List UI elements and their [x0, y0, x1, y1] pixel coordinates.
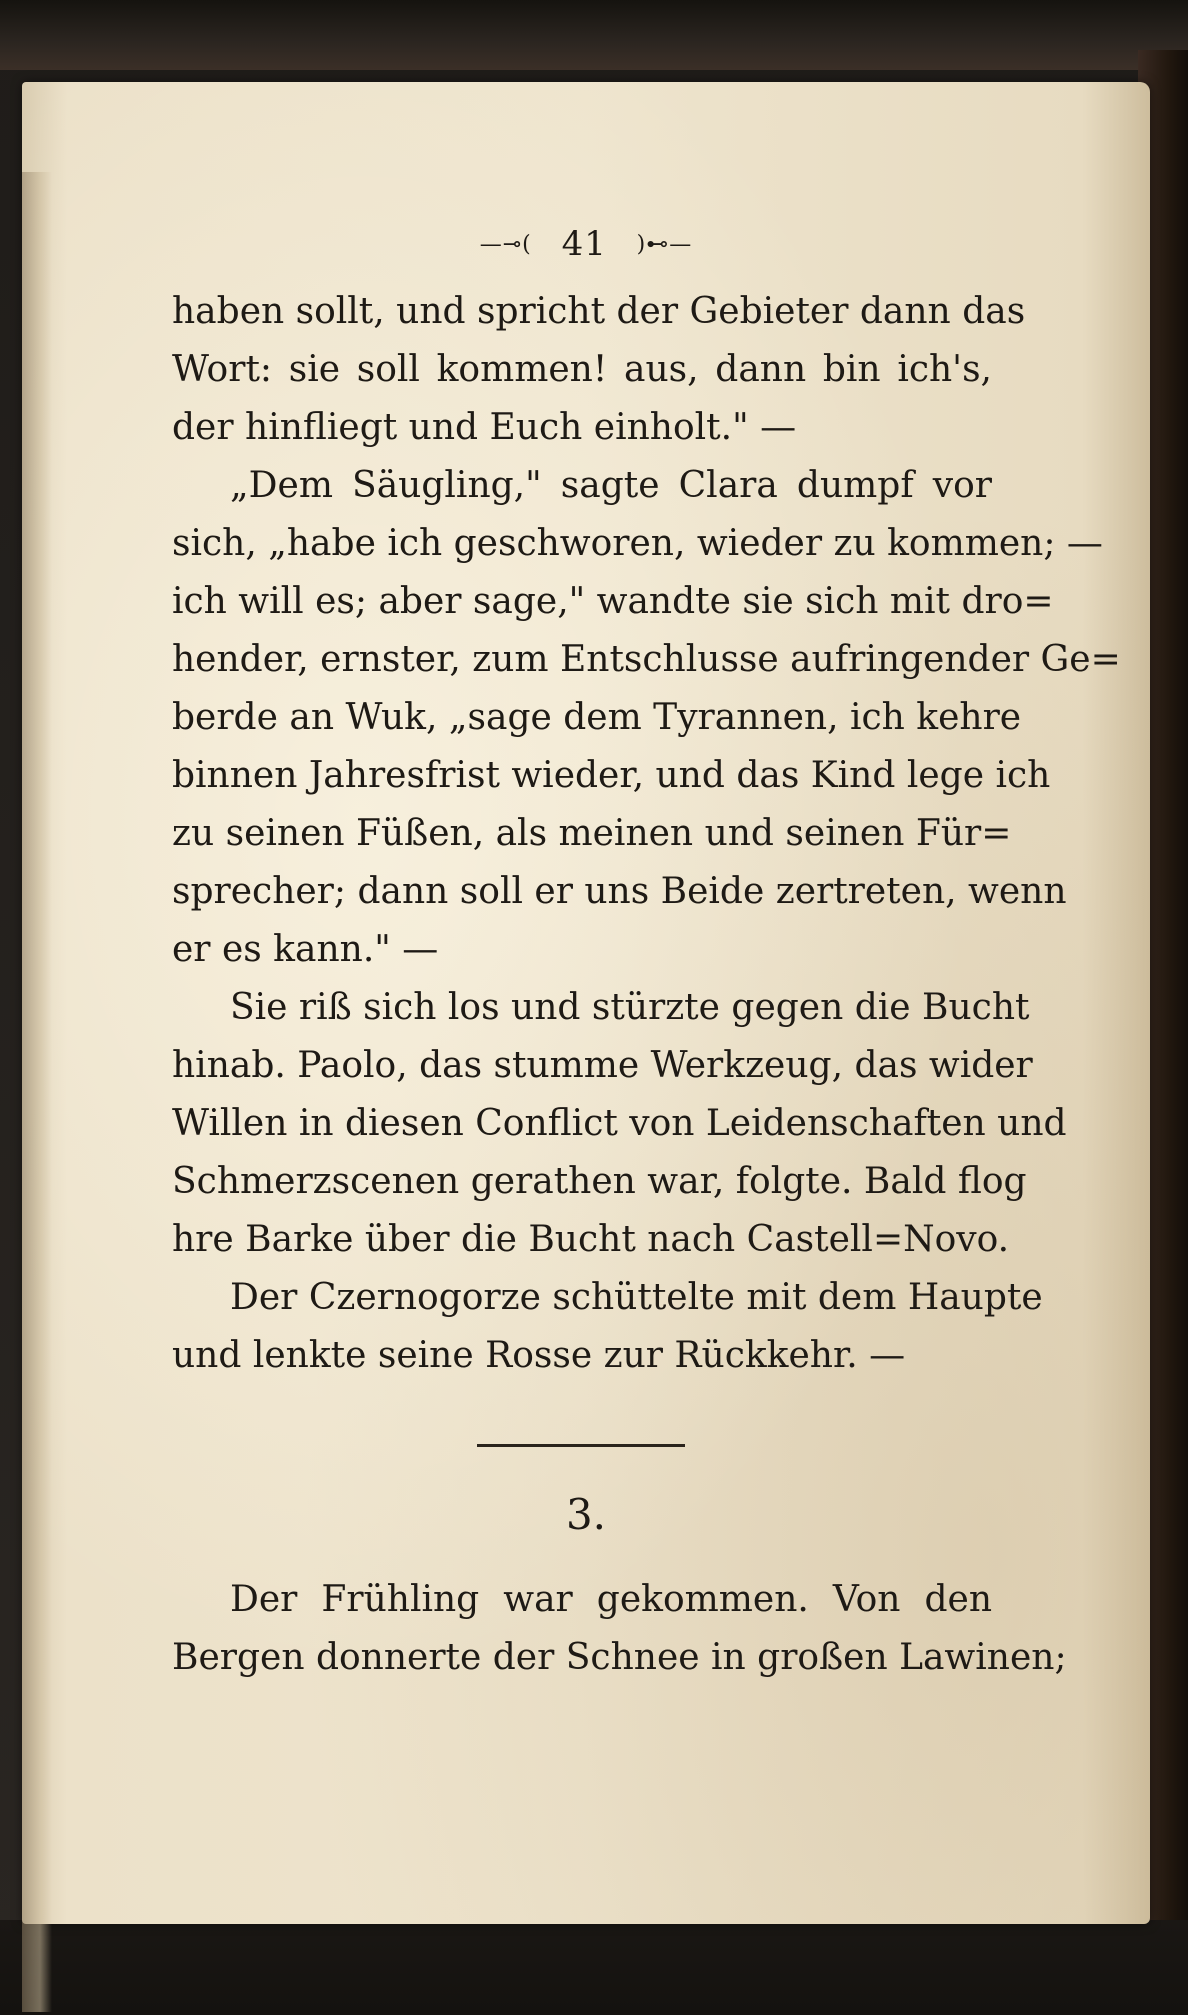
- text-line: und lenkte seine Rosse zur Rückkehr. —: [172, 1335, 906, 1376]
- chapter-number: 3.: [565, 1490, 607, 1539]
- text-line: haben sollt, und spricht der Gebieter dann das: [172, 291, 1026, 332]
- text-line: sprecher; dann soll er uns Beide zertreten, wenn: [172, 871, 1067, 912]
- page-paper: [22, 82, 1150, 1924]
- text-line: berde an Wuk, „sage dem Tyrannen, ich kehre: [172, 697, 1022, 738]
- text-line: Willen in diesen Conflict von Leidenschaften und: [172, 1103, 1067, 1144]
- text-line: hender, ernster, zum Entschlusse aufringender Ge=: [172, 639, 1121, 680]
- text-line: sich, „habe ich geschworen, wieder zu kommen; —: [172, 523, 1103, 564]
- book-cover-top-edge: [0, 0, 1188, 70]
- text-line: „Dem Säugling," sagte Clara dumpf vor: [230, 465, 992, 506]
- page-text: [22, 82, 1150, 1924]
- text-line: der hinfliegt und Euch einholt." —: [172, 407, 797, 448]
- header-ornament-right: )⊷—: [636, 231, 693, 257]
- text-line: hre Barke über die Bucht nach Castell=Novo.: [172, 1219, 1010, 1260]
- header-ornament-left: —⊸(: [479, 231, 532, 257]
- text-line: binnen Jahresfrist wieder, und das Kind lege ich: [172, 755, 1051, 796]
- text-line: hinab. Paolo, das stumme Werkzeug, das wider: [172, 1045, 1033, 1086]
- text-line: ich will es; aber sage," wandte sie sich mit dro=: [172, 581, 1054, 622]
- text-line: Sie riß sich los und stürzte gegen die Bucht: [230, 987, 1030, 1028]
- text-line: er es kann." —: [172, 929, 439, 970]
- text-line: Der Frühling war gekommen. Von den: [230, 1579, 992, 1620]
- section-divider-rule: [477, 1444, 685, 1447]
- text-line: Der Czernogorze schüttelte mit dem Haupte: [230, 1277, 1043, 1318]
- text-line: Bergen donnerte der Schnee in großen Lawinen;: [172, 1637, 1067, 1678]
- text-line: Schmerzscenen gerathen war, folgte. Bald flog: [172, 1161, 1027, 1202]
- text-line: Wort: sie soll kommen! aus, dann bin ich's,: [172, 349, 992, 390]
- book-cover-bottom-edge: [0, 1920, 1188, 2015]
- page-number: 41: [561, 224, 607, 264]
- text-line: zu seinen Füßen, als meinen und seinen Für=: [172, 813, 1012, 854]
- running-header: [22, 222, 1150, 264]
